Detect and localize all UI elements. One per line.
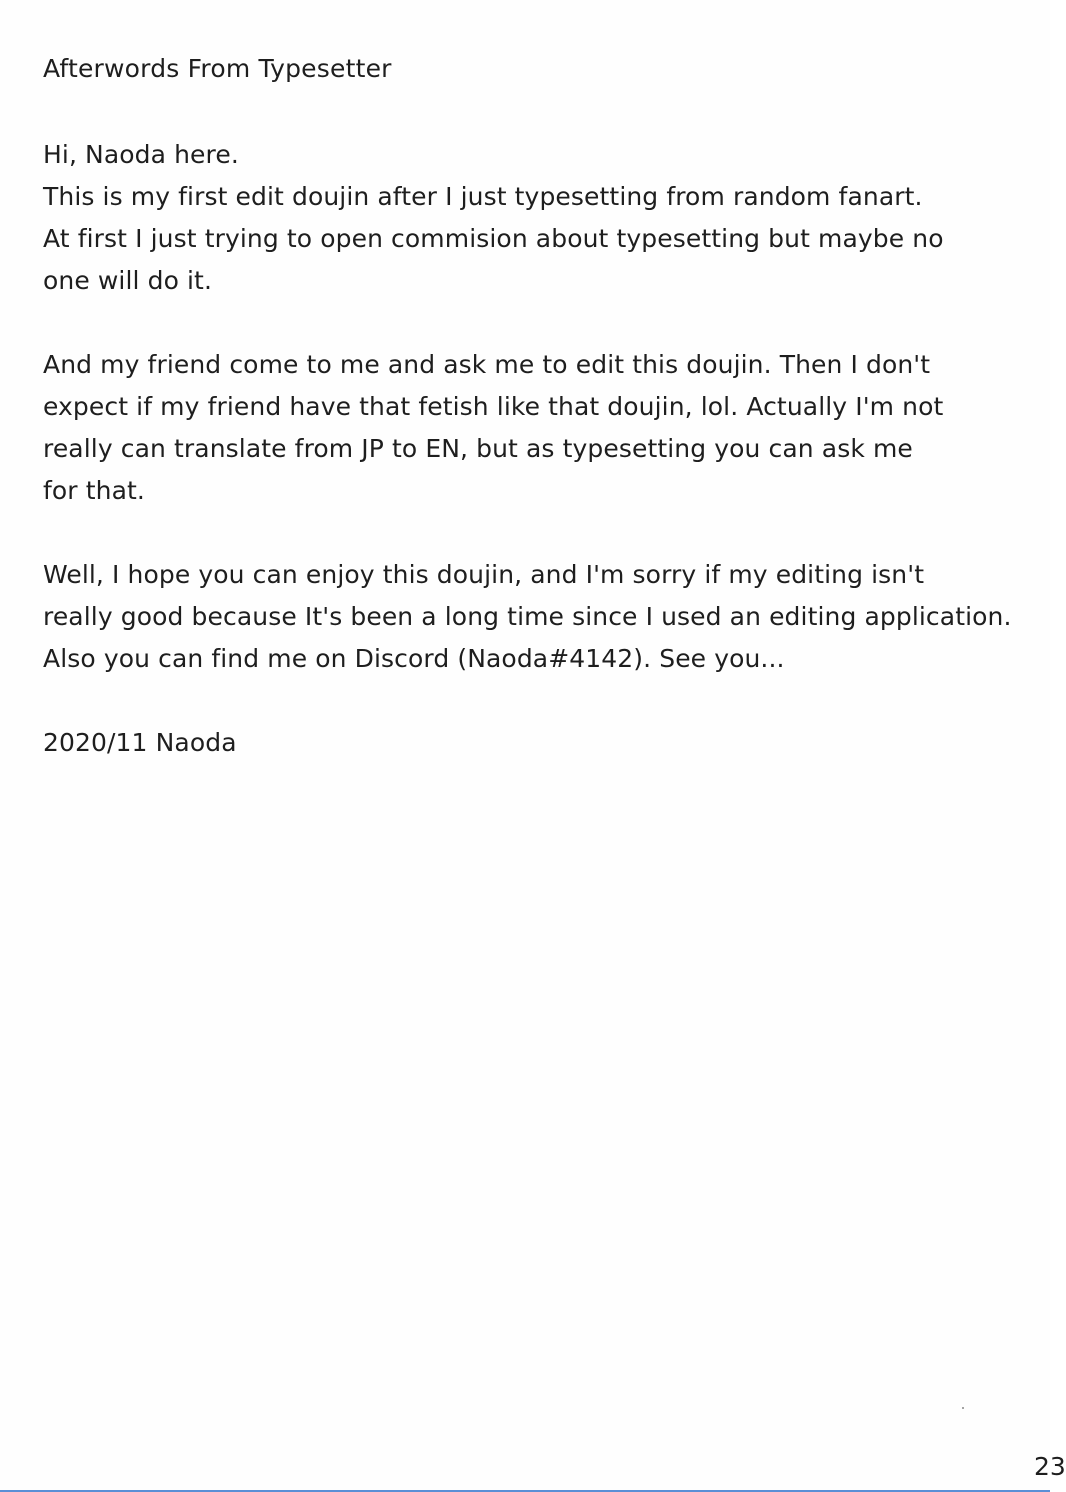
text-line: At first I just trying to open commision about typesetting but maybe no	[43, 224, 944, 253]
page-title: Afterwords From Typesetter	[43, 54, 392, 83]
page-number: 23	[1034, 1452, 1066, 1481]
speck	[962, 1407, 964, 1409]
text-line: And my friend come to me and ask me to edit this doujin. Then I don't	[43, 350, 931, 379]
text-line: Also you can find me on Discord (Naoda#4142). See you...	[43, 644, 785, 673]
text-line: one will do it.	[43, 266, 213, 295]
text-line: really can translate from JP to EN, but as typesetting you can ask me	[43, 434, 913, 463]
signature: 2020/11 Naoda	[43, 728, 237, 757]
text-line: Well, I hope you can enjoy this doujin, and I'm sorry if my editing isn't	[43, 560, 925, 589]
text-line: really good because It's been a long time since I used an editing application.	[43, 602, 1012, 631]
text-line: Hi, Naoda here.	[43, 140, 239, 169]
text-line: expect if my friend have that fetish like that doujin, lol. Actually I'm not	[43, 392, 944, 421]
text-line: for that.	[43, 476, 145, 505]
text-line: This is my first edit doujin after I just typesetting from random fanart.	[43, 182, 923, 211]
